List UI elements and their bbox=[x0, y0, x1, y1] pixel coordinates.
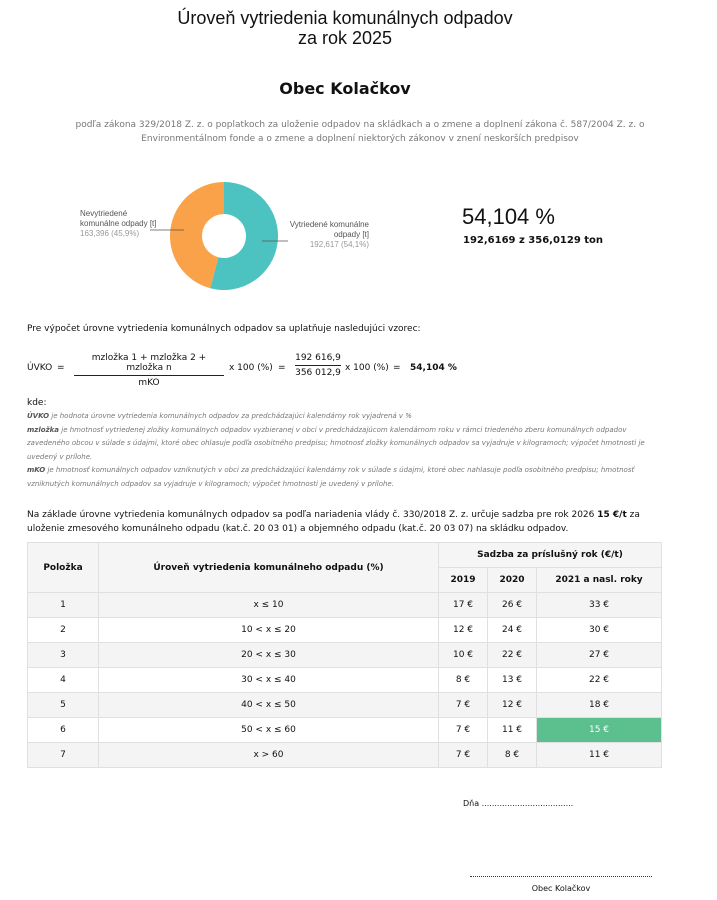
rates-table bbox=[27, 542, 662, 768]
row-level: 40 < x ≤ 50 bbox=[99, 693, 439, 718]
signer-name: Obec Kolačkov bbox=[531, 884, 591, 893]
sorted-label-line1: Vytriedené komunálne bbox=[289, 220, 369, 229]
sorting-donut-chart bbox=[150, 170, 300, 300]
col-header-2019: 2019 bbox=[439, 568, 488, 593]
row-rate-2021: 11 € bbox=[537, 743, 662, 768]
row-rate-2021: 15 € bbox=[537, 718, 662, 743]
sorted-value: 192,617 (54,1%) bbox=[309, 240, 369, 249]
row-rate-2020: 13 € bbox=[488, 668, 537, 693]
formula-times-2: x 100 (%) bbox=[345, 363, 389, 373]
row-item: 5 bbox=[28, 693, 99, 718]
formula-num-value: 192 616,9 bbox=[295, 353, 341, 366]
table-row bbox=[28, 668, 662, 693]
formula-denominator: mKO bbox=[138, 378, 160, 388]
row-level: x ≤ 10 bbox=[99, 593, 439, 618]
document-title bbox=[0, 8, 690, 48]
row-rate-2021: 30 € bbox=[537, 618, 662, 643]
table-row bbox=[28, 718, 662, 743]
col-header-item: Položka bbox=[28, 543, 99, 593]
formula-times-1: x 100 (%) bbox=[229, 363, 273, 373]
definition-uvko-text: je hodnota úrovne vytriedenia komunálnych odpadov za predchádzajúci kalendárny rok vyjadrená v % bbox=[49, 412, 412, 420]
row-rate-2021: 22 € bbox=[537, 668, 662, 693]
unsorted-value: 163,396 (45,9%) bbox=[80, 229, 140, 238]
signature-line bbox=[470, 876, 652, 877]
municipality-name: Obec Kolačkov bbox=[279, 79, 411, 98]
row-level: 30 < x ≤ 40 bbox=[99, 668, 439, 693]
definition-mko-text: je hmotnosť komunálnych odpadov vzniknutých v obci za predchádzajúci kalendárny rok v súlade s údajmi, ktoré obec nahlasuje podľa osobitného predpisu; hmotnosť vzniknutých komunálnych odpadov sa vyjadruje v kilogramoch; výpočet hmotnosti je uvedený v prílohe. bbox=[27, 466, 635, 488]
sorting-percentage: 54,104 % bbox=[462, 204, 555, 229]
row-rate-2021: 33 € bbox=[537, 593, 662, 618]
row-rate-2019: 17 € bbox=[439, 593, 488, 618]
formula-fraction bbox=[74, 353, 224, 388]
formula-den-value: 356 012,9 bbox=[295, 368, 341, 378]
row-rate-2019: 7 € bbox=[439, 693, 488, 718]
rate-paragraph bbox=[27, 508, 667, 536]
date-line: Dňa .................................... bbox=[463, 799, 574, 808]
title-line-1: Úroveň vytriedenia komunálnych odpadov bbox=[177, 8, 513, 28]
definition-mzlozka bbox=[27, 424, 667, 465]
col-header-level: Úroveň vytriedenia komunálneho odpadu (%) bbox=[99, 543, 439, 593]
row-rate-2020: 26 € bbox=[488, 593, 537, 618]
term-mko: mKO bbox=[27, 466, 46, 474]
definition-uvko bbox=[27, 410, 667, 424]
sorting-tonnage: 192,6169 z 356,0129 ton bbox=[463, 235, 604, 246]
row-level: 10 < x ≤ 20 bbox=[99, 618, 439, 643]
unsorted-slice-label bbox=[80, 209, 157, 239]
formula-result: 54,104 % bbox=[410, 363, 457, 373]
table-row bbox=[28, 743, 662, 768]
row-level: 50 < x ≤ 60 bbox=[99, 718, 439, 743]
col-header-2021: 2021 a nasl. roky bbox=[537, 568, 662, 593]
row-level: x > 60 bbox=[99, 743, 439, 768]
row-rate-2021: 27 € bbox=[537, 643, 662, 668]
term-uvko: ÚVKO bbox=[27, 412, 50, 420]
row-rate-2020: 8 € bbox=[488, 743, 537, 768]
formula-numerator: mzložka 1 + mzložka 2 + mzložka n bbox=[74, 353, 224, 376]
row-rate-2019: 7 € bbox=[439, 743, 488, 768]
definition-mko bbox=[27, 464, 667, 491]
formula-lhs: ÚVKO bbox=[27, 363, 53, 373]
row-rate-2021: 18 € bbox=[537, 693, 662, 718]
col-header-2020: 2020 bbox=[488, 568, 537, 593]
sorted-label-line2: odpady [t] bbox=[333, 230, 369, 239]
row-item: 7 bbox=[28, 743, 99, 768]
row-rate-2019: 10 € bbox=[439, 643, 488, 668]
table-row bbox=[28, 618, 662, 643]
row-rate-2019: 7 € bbox=[439, 718, 488, 743]
term-mzlozka: mzložka bbox=[27, 425, 60, 434]
unsorted-label-line1: Nevytriedené bbox=[80, 209, 128, 218]
table-row bbox=[28, 643, 662, 668]
row-rate-2020: 12 € bbox=[488, 693, 537, 718]
rate-text-2: za uloženie zmesového komunálneho odpadu (kat.č. 20 03 01) a objemného odpadu (kat.č. 20 03 07) na skládku odpadov. bbox=[27, 510, 640, 534]
row-item: 3 bbox=[28, 643, 99, 668]
unsorted-label-line2: komunálne odpady [t] bbox=[80, 219, 157, 228]
row-rate-2020: 11 € bbox=[488, 718, 537, 743]
row-item: 1 bbox=[28, 593, 99, 618]
definition-mzlozka-text: je hmotnosť vytriedenej zložky komunálnych odpadov vyzbieranej v obci v predchádzajúcom kalendárnom roku v rámci triedeného zberu komunálnych odpadov zavedeného obcou v súlade s údajmi, ktoré obec ohlasuje podľa osobitného predpisu; hmotnosť zložky komunálnych odpadov sa vyjadruje v kilogramoch; výpočet hmotnosti je uvedený v prílohe. bbox=[27, 425, 645, 461]
row-item: 2 bbox=[28, 618, 99, 643]
formula-intro: Pre výpočet úrovne vytriedenia komunálnych odpadov sa uplatňuje nasledujúci vzorec: bbox=[27, 324, 421, 334]
formula-eq-3: = bbox=[393, 363, 401, 373]
row-rate-2019: 12 € bbox=[439, 618, 488, 643]
rate-text-1: Na základe úrovne vytriedenia komunálnych odpadov sa podľa nariadenia vlády č. 330/2018 Z. z. určuje sadzba pre rok 2026 bbox=[27, 510, 598, 520]
col-header-rate: Sadzba za príslušný rok (€/t) bbox=[439, 543, 662, 568]
where-definitions bbox=[27, 410, 667, 491]
rate-value: 15 €/t bbox=[597, 510, 627, 520]
table-row bbox=[28, 593, 662, 618]
formula-eq-1: = bbox=[57, 363, 65, 373]
row-item: 4 bbox=[28, 668, 99, 693]
row-rate-2019: 8 € bbox=[439, 668, 488, 693]
table-row bbox=[28, 693, 662, 718]
formula-value-fraction bbox=[295, 353, 341, 378]
formula-eq-2: = bbox=[278, 363, 286, 373]
legal-basis: podľa zákona 329/2018 Z. z. o poplatkoch za uloženie odpadov na skládkach a o zmene a doplnení zákona č. 587/2004 Z. z. o Environmentálnom fonde a o zmene a doplnení niektorých zákonov v znení neskorších predpisov bbox=[75, 120, 645, 144]
row-level: 20 < x ≤ 30 bbox=[99, 643, 439, 668]
row-item: 6 bbox=[28, 718, 99, 743]
where-heading: kde: bbox=[27, 398, 47, 408]
row-rate-2020: 24 € bbox=[488, 618, 537, 643]
row-rate-2020: 22 € bbox=[488, 643, 537, 668]
sorted-slice-label bbox=[280, 220, 369, 250]
title-line-2: za rok 2025 bbox=[297, 28, 393, 48]
